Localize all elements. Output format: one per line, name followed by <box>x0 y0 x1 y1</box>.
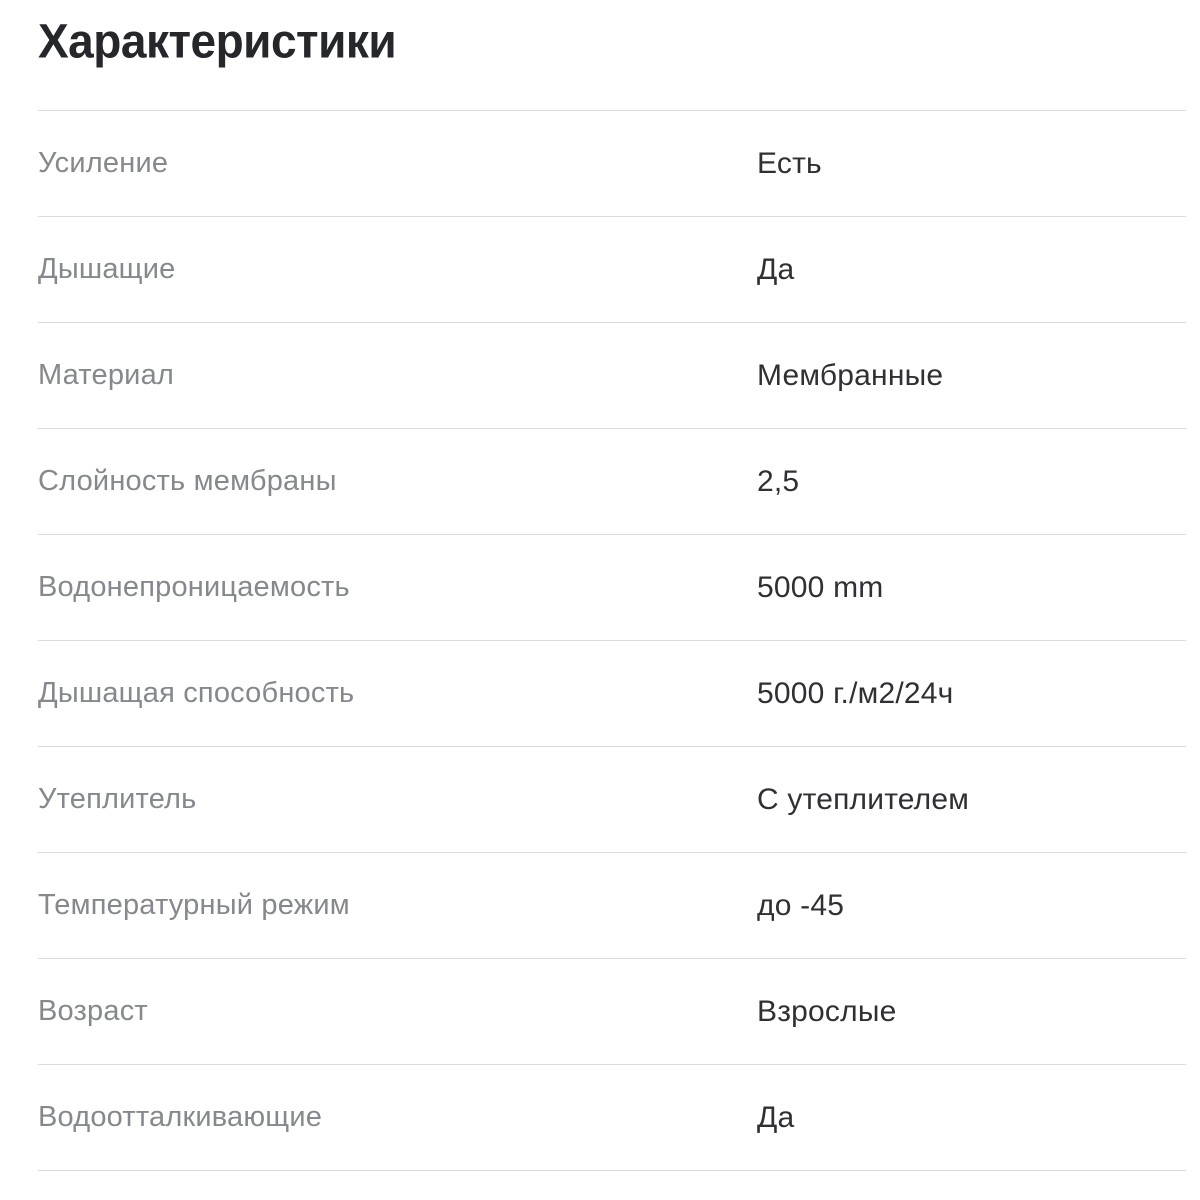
section-title: Характеристики <box>38 14 397 69</box>
spec-label: Температурный режим <box>38 889 350 921</box>
spec-row <box>38 747 1186 853</box>
spec-label: Возраст <box>38 995 148 1027</box>
spec-label: Утеплитель <box>38 783 197 815</box>
spec-row <box>38 535 1186 641</box>
spec-label: Слойность мембраны <box>38 465 337 497</box>
spec-row <box>38 323 1186 429</box>
spec-row <box>38 429 1186 535</box>
spec-label: Дышащая способность <box>38 677 355 709</box>
specifications-section <box>0 14 1200 1171</box>
spec-value: 2,5 <box>757 464 800 498</box>
spec-row <box>38 111 1186 217</box>
spec-value: до -45 <box>757 888 845 922</box>
spec-row <box>38 1065 1186 1171</box>
spec-value: Есть <box>757 146 822 180</box>
spec-row <box>38 641 1186 747</box>
spec-table <box>38 110 1186 1171</box>
spec-value: Да <box>757 252 795 286</box>
spec-row <box>38 217 1186 323</box>
spec-label: Усиление <box>38 147 169 179</box>
spec-label: Водонепроницаемость <box>38 571 350 603</box>
spec-row <box>38 853 1186 959</box>
spec-value: Взрослые <box>757 994 897 1028</box>
spec-value: 5000 г./м2/24ч <box>757 676 954 710</box>
spec-value: С утеплителем <box>757 782 970 816</box>
spec-row <box>38 959 1186 1065</box>
spec-value: Мембранные <box>757 358 944 392</box>
spec-value: Да <box>757 1100 795 1134</box>
spec-label: Материал <box>38 359 175 391</box>
spec-label: Дышащие <box>38 253 176 285</box>
spec-value: 5000 mm <box>757 570 884 604</box>
spec-label: Водоотталкивающие <box>38 1101 323 1133</box>
